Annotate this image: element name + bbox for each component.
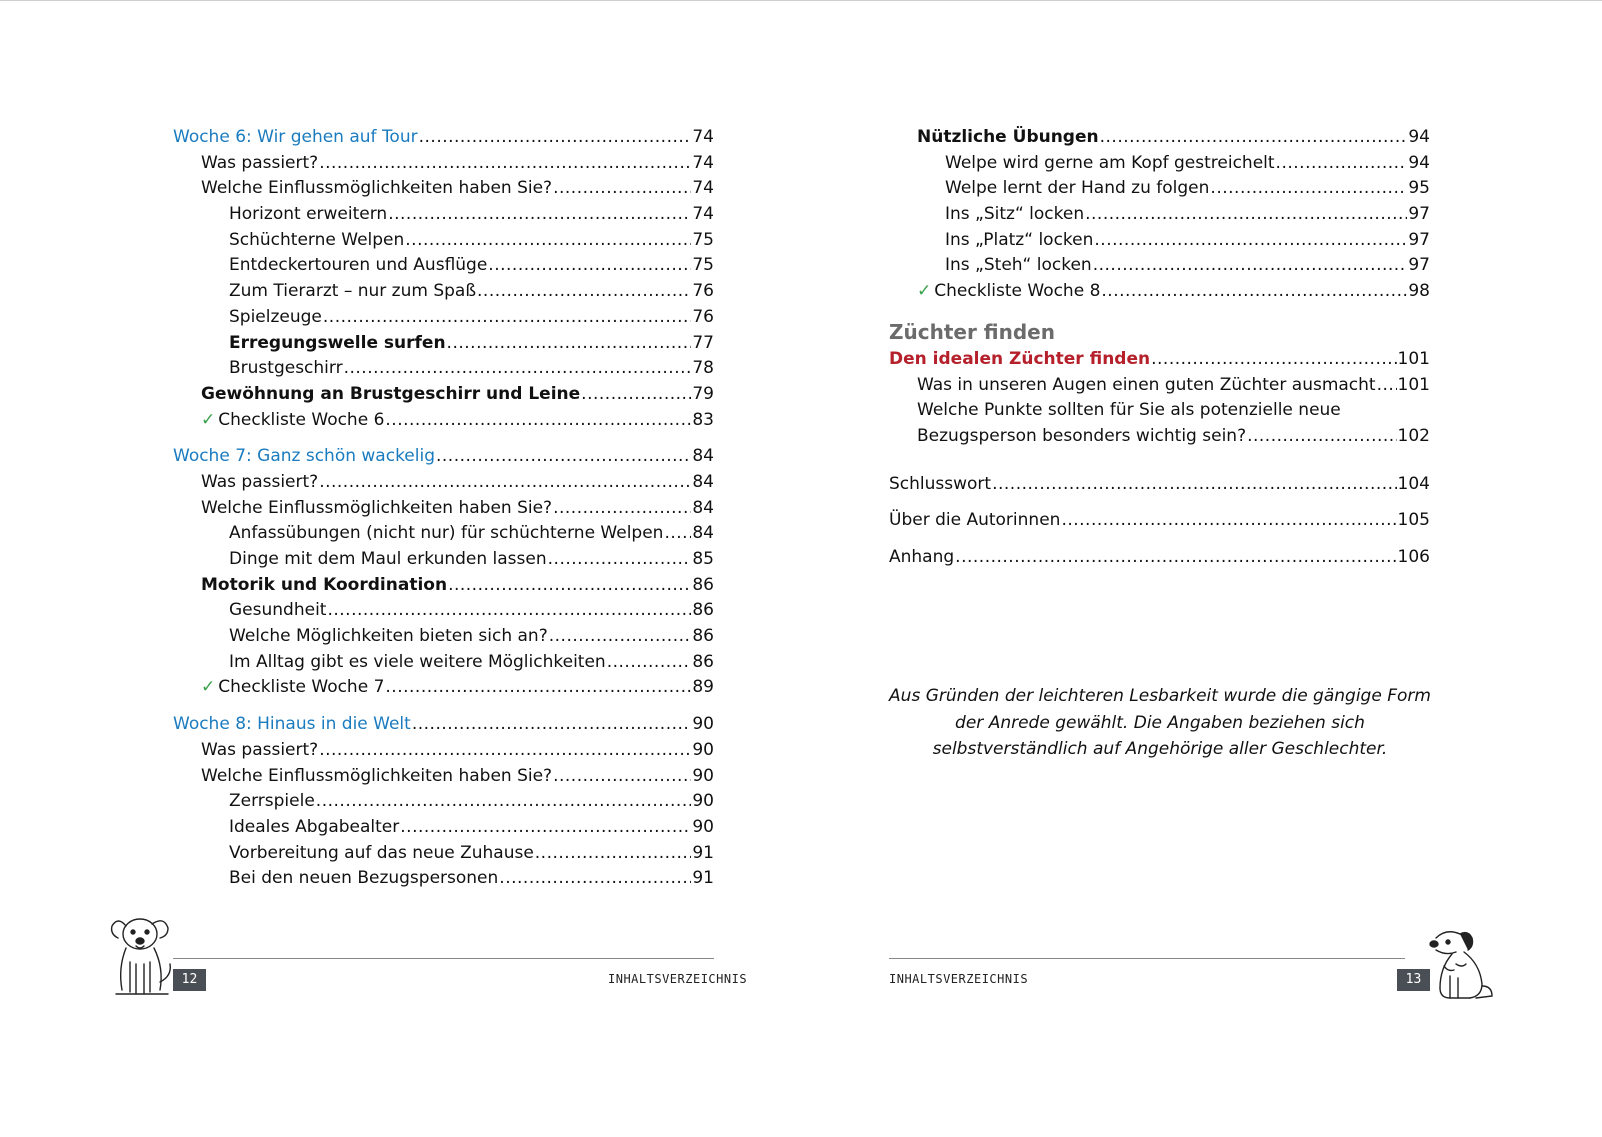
dot-leader [553,764,691,790]
toc-entry-label [201,470,318,496]
toc-entry-label [173,125,418,151]
toc-entry-label [945,176,1209,202]
toc-checklist-entry[interactable] [173,675,714,701]
toc-entry[interactable] [889,253,1430,279]
toc-entry-text: Checkliste Woche 7 [218,677,385,698]
toc-entry-label [229,305,322,331]
toc-entry[interactable] [889,151,1430,177]
toc-entry-page: 104 [1397,473,1430,494]
toc-entry-label [173,444,435,470]
toc-entry-label [229,789,315,815]
toc-entry-label [229,356,343,382]
toc-entry-text: Spielzeuge [229,306,322,327]
toc-entry-text: Welpe lernt der Hand zu folgen [945,178,1210,199]
entry-spacer [889,497,1430,508]
toc-entry-page: 86 [692,574,714,595]
dot-leader [664,521,691,547]
toc-checklist-entry[interactable] [173,408,714,434]
toc-entry-text: Welche Einflussmöglichkeiten haben Sie? [201,178,553,199]
toc-entry-label [917,125,1099,151]
toc-entry[interactable] [173,624,714,650]
toc-entry-page: 79 [692,383,714,404]
dot-leader [1151,347,1396,373]
toc-entry-label: Was in unseren Augen einen guten Züchter ausmacht [917,374,1376,395]
toc-week-heading[interactable] [173,444,714,470]
toc-entry-page: 86 [692,600,714,621]
toc-entry-page: 97 [1408,229,1430,250]
toc-entry-text: Anhang [889,546,955,567]
dot-leader [316,789,692,815]
dot-leader [405,228,691,254]
toc-entry-text: Welpe wird gerne am Kopf gestreichelt [945,152,1275,173]
toc-entry-text: Checkliste Woche 6 [218,409,385,430]
dot-leader [535,841,692,867]
toc-entry-label [945,202,1084,228]
dot-leader [447,331,692,357]
toc-entry[interactable] [173,151,714,177]
toc-entry[interactable] [173,764,714,790]
dot-leader [385,675,691,701]
dot-leader [992,472,1396,498]
toc-entry-text: Welche Einflussmöglichkeiten haben Sie? [201,765,553,786]
toc-entry-label [201,573,447,599]
toc-entry-page: 91 [692,868,714,889]
toc-entry-label [201,675,384,701]
dot-leader [607,650,692,676]
toc-entry-text: Gewöhnung an Brustgeschirr und Leine [201,383,581,404]
dot-leader [477,279,691,305]
dot-leader [448,573,691,599]
dot-leader [1101,279,1407,305]
dot-leader [327,598,691,624]
gender-note: Aus Gründen der leichteren Lesbarkeit wurde die gängige Form der Anrede gewählt. Die Angaben beziehen sich selbstverständlich auf Angehörige aller Geschlechter. [889,686,1431,759]
toc-entry-label [201,151,318,177]
toc-entry[interactable] [173,738,714,764]
toc-entry-text: Erregungswelle surfen [229,332,446,353]
top-border [0,0,1602,1]
toc-entry[interactable] [173,176,714,202]
toc-entry-text: Im Alltag gibt es viele weitere Möglichkeiten [229,651,606,672]
toc-entry-page: 85 [692,549,714,569]
toc-entry-page: 90 [692,739,714,760]
toc-entry-label [229,624,548,650]
toc-entry-page: 106 [1397,546,1430,567]
toc-entry[interactable] [889,373,1430,399]
dot-leader [955,545,1396,571]
toc-entry-label: Bezugsperson besonders wichtig sein? [917,425,1247,446]
right-footer-rule [889,958,1405,959]
toc-entry-label [889,472,991,498]
toc-entry-page: 75 [692,229,714,250]
toc-entry-label [229,279,476,305]
group-spacer [173,433,714,444]
toc-entry-label [201,382,580,408]
dot-leader [412,712,692,738]
toc-entry-text: Was passiert? [201,471,319,492]
left-running-head: INHALTSVERZEICHNIS [608,972,748,986]
toc-entry[interactable] [173,547,714,573]
dot-leader [388,202,691,228]
toc-week-heading[interactable] [173,712,714,738]
toc-entry-page: 90 [692,791,714,812]
toc-entry-page: 89 [692,677,714,698]
dot-leader [419,125,692,151]
toc-entry-label [201,764,552,790]
toc-entry-page: 101 [1397,374,1430,395]
toc-entry[interactable] [173,841,714,867]
toc-entry-label [229,253,487,279]
toc-week-heading[interactable] [173,125,714,151]
right-running-head: INHALTSVERZEICHNIS [889,972,1029,986]
toc-entry-page: 101 [1397,348,1430,369]
toc-entry-text: Checkliste Woche 8 [934,281,1101,302]
toc-entry-label [917,279,1100,305]
toc-entry-text: Zum Tierarzt – nur zum Spaß [229,281,477,302]
toc-entry-page: 74 [692,127,714,147]
toc-entry-page: 74 [692,152,714,173]
toc-entry-text: Schüchterne Welpen [229,229,405,250]
toc-entry[interactable] [889,228,1430,254]
toc-entry[interactable] [889,424,1430,450]
toc-entry-text: Ins „Platz“ locken [945,229,1094,250]
toc-entry[interactable] [173,470,714,496]
toc-entry-text: Woche 6: Wir gehen auf Tour [173,127,418,147]
toc-entry-label [229,331,446,357]
dot-leader [1377,373,1397,399]
dot-leader [549,624,692,650]
checkmark-icon: ✓ [917,281,932,302]
toc-entry-label [229,815,399,841]
toc-entry-page: 94 [1408,127,1430,147]
dot-leader [1061,508,1396,534]
dot-leader [553,176,691,202]
toc-entry-red[interactable] [889,347,1430,373]
dot-leader [400,815,691,841]
toc-entry-text: Was passiert? [201,152,319,173]
toc-entry-label [889,508,1060,534]
toc-entry[interactable] [889,545,1430,571]
toc-entry[interactable] [173,598,714,624]
right-page-toc [889,125,1430,571]
closing-entries [889,450,1430,571]
toc-entry-text: Ideales Abgabealter [229,816,400,837]
toc-entry-page: 76 [692,281,714,302]
toc-entry[interactable] [173,228,714,254]
toc-entry[interactable] [173,202,714,228]
toc-entry-label [945,253,1092,279]
dot-leader [436,444,691,470]
dot-leader [319,738,691,764]
toc-entry-label [201,738,318,764]
toc-entry-label: Den idealen Züchter finden [889,348,1151,369]
right-page-number: 13 [1397,969,1430,991]
dot-leader [488,253,691,279]
toc-entry[interactable] [889,176,1430,202]
toc-entry-page: 84 [692,446,714,467]
toc-entry-label [173,712,411,738]
group-spacer [173,701,714,712]
toc-entry-page: 84 [692,523,714,544]
toc-entry[interactable] [173,382,714,408]
checkmark-icon: ✓ [201,409,216,430]
toc-entry-page: 74 [692,178,714,199]
toc-entry-label [229,598,326,624]
toc-entry[interactable] [889,125,1430,151]
toc-entry-label [945,228,1093,254]
toc-entry-page: 83 [692,409,714,430]
dot-leader [319,470,691,496]
dot-leader [581,382,691,408]
toc-entry-page: 97 [1408,204,1430,225]
toc-entry-page: 90 [692,816,714,837]
toc-entry-text: Welche Einflussmöglichkeiten haben Sie? [201,497,553,518]
toc-entry-page: 98 [1408,281,1430,302]
dot-leader [548,547,692,573]
toc-entry-text: Horizont erweitern [229,204,388,225]
toc-entry-text: Woche 8: Hinaus in die Welt [173,714,411,735]
toc-entry-page: 90 [692,714,714,735]
toc-entry-text: Entdeckertouren und Ausflüge [229,255,488,276]
toc-entry-label [229,866,498,892]
toc-entry[interactable] [173,356,714,382]
toc-entry-text: Gesundheit [229,600,327,621]
toc-entry-text: Ins „Sitz“ locken [945,204,1085,225]
section-title: Züchter finden [889,319,1055,344]
toc-entry-page: 75 [692,255,714,276]
dot-leader [344,356,692,382]
toc-entry-text: Bei den neuen Bezugspersonen [229,868,499,889]
dot-leader [553,496,691,522]
checkmark-icon: ✓ [201,677,216,698]
toc-entry-page: 105 [1397,510,1430,531]
toc-entry-label [201,496,552,522]
left-page-toc [173,125,714,892]
toc-entry-text: Brustgeschirr [229,358,343,379]
toc-entry-label [229,228,404,254]
dot-leader [1276,151,1408,177]
toc-entry[interactable] [173,866,714,892]
toc-entry-text: Ins „Steh“ locken [945,255,1092,276]
toc-entry-page: 77 [692,332,714,353]
toc-entry-label [945,151,1275,177]
dot-leader [323,305,691,331]
right-top-entries [889,125,1430,305]
toc-entry[interactable] [889,202,1430,228]
toc-entry[interactable] [173,815,714,841]
dot-leader [319,151,691,177]
toc-entry-label [201,408,384,434]
toc-entry-page: 76 [692,306,714,327]
entry-spacer [889,450,1430,472]
toc-entry-label [229,841,534,867]
toc-entry-text: Was passiert? [201,739,319,760]
dot-leader [1210,176,1407,202]
toc-entry[interactable] [889,508,1430,534]
toc-entry-text: Schlusswort [889,473,992,494]
toc-entry-page: 86 [692,626,714,647]
toc-entry-wrap-line1: Welche Punkte sollten für Sie als potenzielle neue [917,400,1341,421]
toc-entry[interactable] [173,650,714,676]
left-footer-rule [173,958,714,959]
toc-entry-page: 102 [1397,425,1430,446]
dot-leader [499,866,691,892]
toc-entry[interactable] [173,331,714,357]
dot-leader [1094,228,1407,254]
toc-entry-page: 84 [692,497,714,518]
sitting-dog-right-icon [1426,928,1496,1004]
toc-entry[interactable] [173,253,714,279]
toc-entry-page: 90 [692,765,714,786]
dot-leader [1100,125,1408,151]
toc-entry-text: Zerrspiele [229,791,315,812]
dot-leader [1085,202,1407,228]
toc-entry[interactable] [889,472,1430,498]
toc-entry-text: Anfassübungen (nicht nur) für schüchterne Welpen [229,523,664,544]
toc-entry-text: Motorik und Koordination [201,574,448,595]
toc-entry[interactable] [173,573,714,599]
toc-entry-label [889,545,954,571]
toc-entry-label [229,521,663,547]
toc-entry-page: 94 [1408,152,1430,173]
dot-leader [1247,424,1396,450]
toc-entry-label [229,202,387,228]
toc-entry-label [201,176,552,202]
left-page-number: 12 [173,969,206,991]
toc-entry[interactable] [173,521,714,547]
toc-entry-page: 95 [1408,178,1430,199]
toc-entry[interactable] [173,279,714,305]
toc-entry-text: Über die Autorinnen [889,510,1061,531]
toc-entry-text: Dinge mit dem Maul erkunden lassen [229,549,547,569]
toc-entry[interactable] [173,305,714,331]
toc-entry-text: Woche 7: Ganz schön wackelig [173,446,435,467]
toc-entry-text: Vorbereitung auf das neue Zuhause [229,842,534,863]
toc-entry-label [229,547,547,573]
dot-leader [385,408,691,434]
toc-checklist-entry[interactable] [889,279,1430,305]
toc-entry-text: Welche Möglichkeiten bieten sich an? [229,626,548,647]
toc-entry-page: 97 [1408,255,1430,276]
dot-leader [1093,253,1408,279]
toc-entry[interactable] [173,789,714,815]
toc-entry-page: 74 [692,204,714,225]
toc-entry-page: 86 [692,651,714,672]
entry-spacer [889,534,1430,545]
toc-entry-page: 91 [692,842,714,863]
toc-entry-page: 78 [692,358,714,379]
toc-entry[interactable] [173,496,714,522]
toc-entry-label [229,650,606,676]
toc-entry-text: Nützliche Übungen [917,127,1099,147]
toc-entry-page: 84 [692,471,714,492]
sitting-dog-left-icon [108,912,174,1000]
